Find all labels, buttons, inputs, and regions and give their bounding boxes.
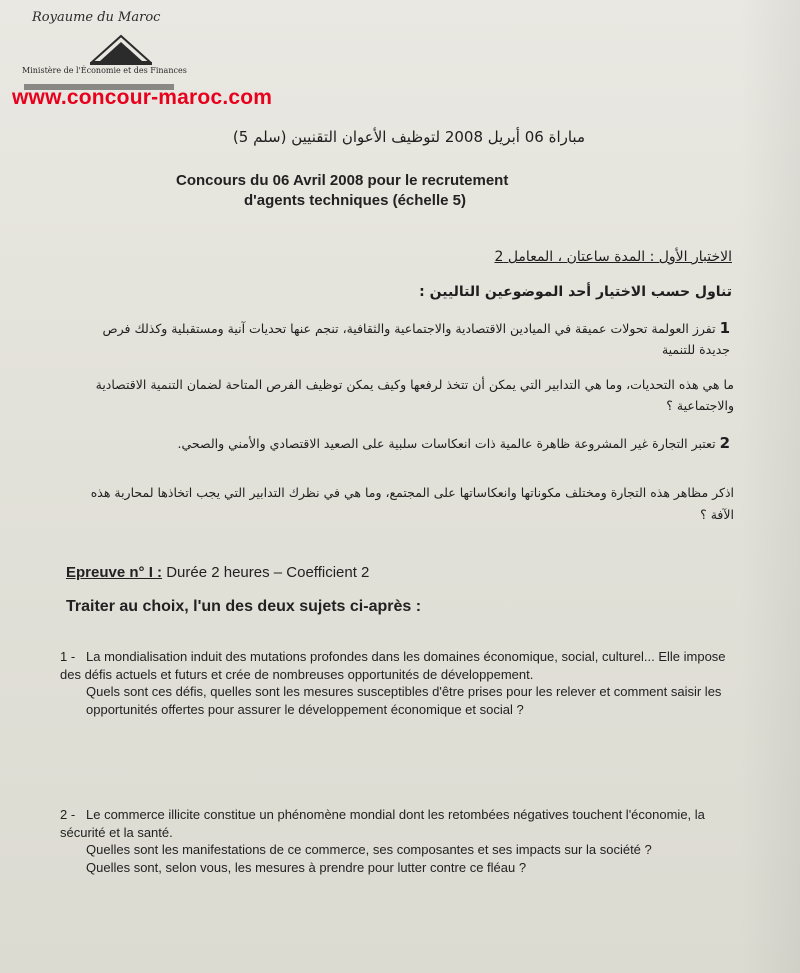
epreuve-details: Durée 2 heures – Coefficient 2	[166, 564, 370, 581]
french-subject-1-question: Quels sont ces défis, quelles sont les mesures susceptibles d'être prises pour les relever et comment saisir les opportunités offertes pour assurer le développement économique et social ?	[86, 684, 722, 717]
french-subject-2-number: 2 -	[60, 807, 76, 822]
ministry-logo-icon	[90, 34, 152, 66]
title-french-line1: Concours du 06 Avril 2008 pour le recrutement	[176, 172, 509, 189]
arabic-subject-1-number: 1	[719, 319, 730, 337]
french-subject-2-text: Le commerce illicite constitue un phénomène mondial dont les retombées négatives touchent l'économie, la sécurité et la santé.	[60, 807, 705, 840]
arabic-subject-1	[70, 318, 730, 360]
arabic-exam-header: الاختبار الأول : المدة ساعتان ، المعامل 2	[494, 249, 732, 265]
arabic-subject-2	[50, 432, 730, 455]
epreuve-label: Epreuve n° I :	[66, 564, 163, 581]
arabic-instruction: تناول حسب الاختيار أحد الموضوعين التاليين :	[419, 284, 732, 300]
french-subject-2	[60, 806, 750, 876]
french-subject-1-text: La mondialisation induit des mutations profondes dans les domaines économique, social, culturel... Elle impose des défis actuels et futurs et crée de nombreuses opportunités de développement.	[60, 649, 726, 682]
french-instruction: Traiter au choix, l'un des deux sujets ci-après :	[66, 598, 422, 615]
page-shadow	[740, 0, 800, 973]
letterhead	[18, 6, 218, 96]
title-french-line2: d'agents techniques (échelle 5)	[244, 192, 466, 209]
arabic-subject-2-question: اذكر مظاهر هذه التجارة ومختلف مكوناتها وانعكاساتها على المجتمع، وما هي في نظرك التدابير التي يجب اتخاذها لمحاربة هذه الآفة ؟	[90, 485, 734, 522]
arabic-subject-1-text: تفرز العولمة تحولات عميقة في الميادين الاقتصادية والاجتماعية والثقافية، تنجم عنها تحديات آنية ومستقبلية وكذلك فرص جديدة للتنمية	[102, 321, 730, 357]
title-arabic: مباراة 06 أبريل 2008 لتوظيف الأعوان التقنيين (سلم 5)	[232, 128, 585, 146]
french-subject-1	[60, 648, 750, 718]
french-subject-2-question-1: Quelles sont les manifestations de ce commerce, ses composantes et ses impacts sur la société ?	[86, 842, 652, 857]
arabic-subject-1-question: ما هي هذه التحديات، وما هي التدابير التي يمكن أن تتخذ لرفعها وكيف يمكن توظيف الفرص المتاحة لضمان التنمية الاقتصادية والاجتماعية ؟	[95, 377, 734, 413]
ministry-label: Ministère de l'Économie et des Finances	[22, 66, 187, 75]
arabic-subject-2-number: 2	[719, 434, 730, 452]
site-watermark: www.concour-maroc.com	[12, 86, 273, 109]
arabic-subject-2-text: تعتبر التجارة غير المشروعة ظاهرة عالمية ذات انعكاسات سلبية على الصعيد الاقتصادي والأمني والصحي.	[177, 436, 716, 451]
french-subject-2-question-2: Quelles sont, selon vous, les mesures à prendre pour lutter contre ce fléau ?	[86, 859, 527, 875]
kingdom-label: Royaume du Maroc	[32, 10, 161, 25]
epreuve-header	[66, 564, 369, 581]
french-subject-1-number: 1 -	[60, 649, 76, 664]
